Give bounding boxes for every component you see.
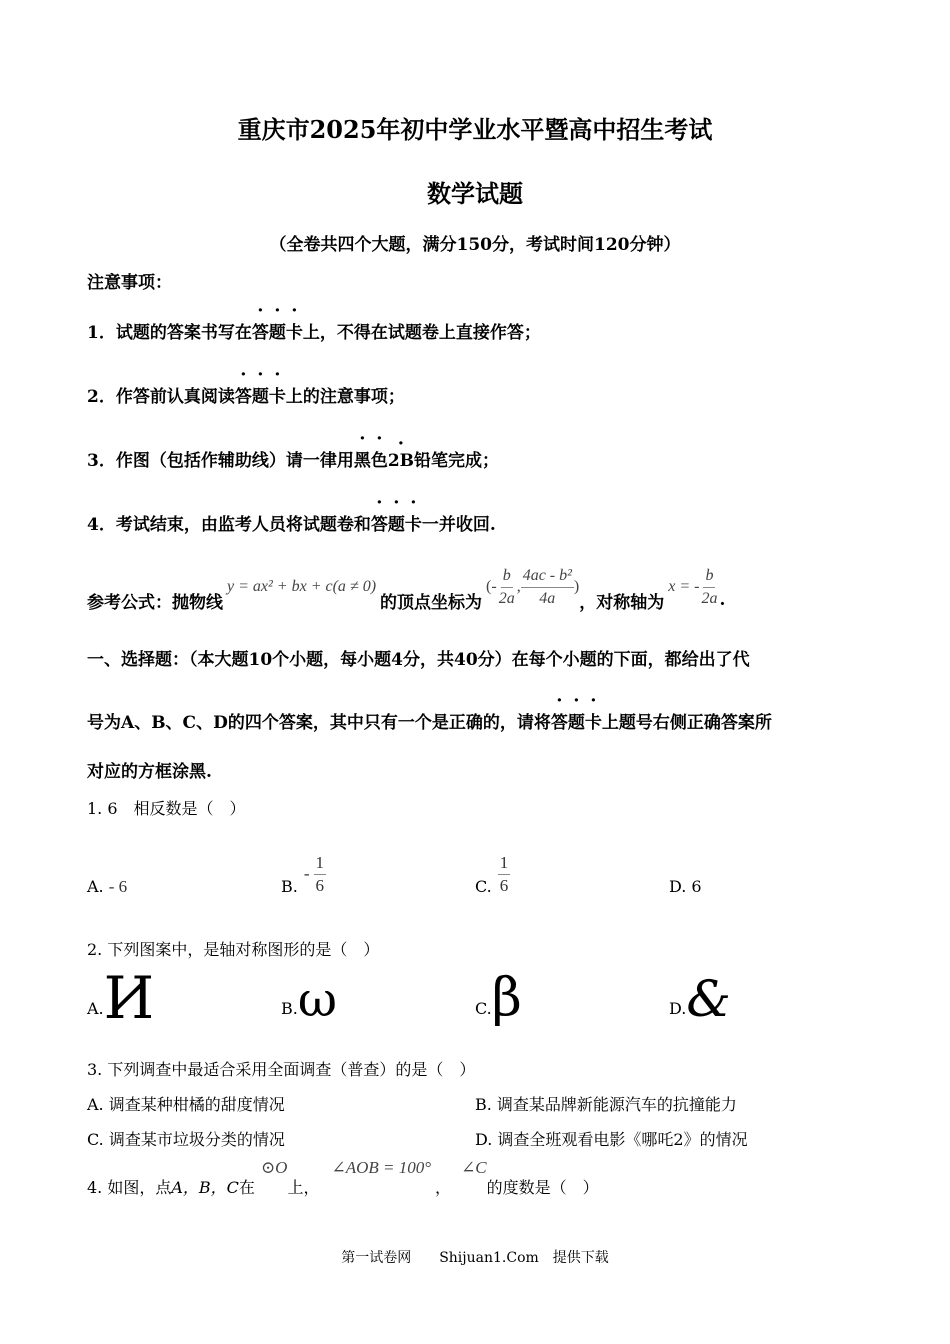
q2-option-c xyxy=(475,968,522,1028)
q2-d-label: D. xyxy=(669,999,687,1018)
note-item-3 xyxy=(87,446,499,471)
q4-angle-aob: ∠AOB = 100° xyxy=(331,1158,432,1177)
emphasis-char: 答 xyxy=(370,515,388,535)
q2-option-a xyxy=(87,964,155,1032)
axis-lhs: x = - xyxy=(668,578,700,595)
section1-line1: 一、选择题：（本大题10个小题，每小题4分，共40分）在每个小题的下面，都给出了代 xyxy=(87,650,750,670)
axis-fraction xyxy=(699,565,719,610)
q1-c-numerator: 1 xyxy=(498,852,511,875)
q4-stem-on: 上， xyxy=(287,1178,320,1197)
q1-stem: 1. 6 相反数是（ ） xyxy=(87,799,246,818)
vertex-x-denominator: 2a xyxy=(498,589,515,607)
note-4-pre: 4．考试结束，由监考人员将试题卷和 xyxy=(87,515,371,535)
q4-circle: ⊙O xyxy=(260,1158,288,1177)
emphasis-char: 题 xyxy=(268,323,286,343)
q2-c-label: C. xyxy=(475,999,492,1018)
exam-info: （全卷共四个大题，满分150分，考试时间120分钟） xyxy=(269,235,681,255)
q1-a-value: - 6 xyxy=(108,877,128,896)
emphasis-char: 题 xyxy=(251,387,269,407)
vertex-open: (- xyxy=(486,578,497,595)
q1-b-numerator: 1 xyxy=(314,852,327,875)
q1-option-d: D. 6 xyxy=(669,877,702,896)
q1-a-label: A. xyxy=(87,877,104,896)
note-1-pre: 1．试题的答案书写在 xyxy=(87,323,252,343)
emphasis-char: 答 xyxy=(550,713,568,733)
q4-stem xyxy=(87,1158,599,1198)
q1-b-label: B. xyxy=(281,876,298,896)
q2-stem: 2. 下列图案中，是轴对称图形的是（ ） xyxy=(87,940,380,959)
q4-stem-in: 在 xyxy=(238,1178,255,1197)
note-2-post: 上的注意事项； xyxy=(285,387,405,407)
q1-option-a xyxy=(87,877,127,897)
emphasis-char: 题 xyxy=(387,515,405,535)
axis-numerator: b xyxy=(703,565,715,588)
section1-line3: 对应的方框涂黑. xyxy=(87,762,212,782)
emphasis-char: · 2B xyxy=(388,451,414,471)
note-item-4 xyxy=(87,510,496,535)
emphasis-char: 卡 xyxy=(268,387,286,407)
q1-c-fraction xyxy=(498,852,511,897)
axis-end: . xyxy=(719,590,726,610)
note-4-post: 一并收回. xyxy=(421,515,496,535)
subject-title: 数学试题 xyxy=(427,179,523,208)
q2-a-label: A. xyxy=(87,999,104,1018)
note-1-post: 上，不得在试题卷上直接作答； xyxy=(302,323,541,343)
q2-b-label: B. xyxy=(281,999,298,1018)
note-item-1 xyxy=(87,318,541,343)
vertex-x-numerator: b xyxy=(501,565,513,588)
q4-angle-c: ∠C xyxy=(461,1158,487,1177)
note-3-pre: 3．作图（包括作辅助线）请一律用 xyxy=(87,451,354,471)
formula-label: 参考公式：抛物线 xyxy=(87,592,223,613)
emphasis-char: 卡 xyxy=(404,515,422,535)
q4-points: A，B，C xyxy=(171,1178,239,1197)
q4-stem-post: 的度数是（ ） xyxy=(486,1178,599,1197)
vertex-close: ) xyxy=(573,578,580,595)
emphasis-char: 色 xyxy=(370,451,388,471)
parabola-equation: y = ax² + bx + c(a ≠ 0) xyxy=(227,578,377,595)
emphasis-char: 答 xyxy=(234,387,252,407)
q1-c-label: C. xyxy=(475,876,492,896)
axis-denominator: 2a xyxy=(701,589,718,607)
vertex-y-numerator: 4ac - b² xyxy=(521,565,574,588)
page-footer: 第一试卷网 Shijuan1.Com 提供下载 xyxy=(341,1250,609,1266)
section1-line2 xyxy=(87,708,772,733)
reference-formula xyxy=(87,562,725,612)
section1-line2-post: 上题号右侧正确答案所 xyxy=(601,713,772,733)
emphasis-char: 黑 xyxy=(353,451,371,471)
q3-option-d: D. 调查全班观看电影《哪吒2》的情况 xyxy=(475,1130,748,1149)
q4-stem-pre: 4. 如图，点 xyxy=(87,1178,172,1197)
vertex-y-denominator: 4a xyxy=(539,589,556,607)
q2-b-glyph: ω xyxy=(297,972,337,1028)
q1-option-c xyxy=(475,850,510,898)
section1-line2-pre: 号为A、B、C、D的四个答案，其中只有一个是正确的，请将 xyxy=(87,713,551,733)
vertex-label: 的顶点坐标为 xyxy=(380,592,483,613)
q2-option-d xyxy=(669,968,731,1028)
q3-option-a: A. 调查某种柑橘的甜度情况 xyxy=(87,1095,285,1114)
q1-b-denominator: 6 xyxy=(315,875,325,895)
emphasis-char: 卡 xyxy=(584,713,602,733)
q2-a-glyph: И xyxy=(103,964,155,1032)
emphasis-char: 卡 xyxy=(285,323,303,343)
note-3-post: 铅笔完成； xyxy=(414,451,500,471)
emphasis-char: 答 xyxy=(251,323,269,343)
notes-heading: 注意事项： xyxy=(87,273,172,293)
note-2-pre: 2．作答前认真阅读 xyxy=(87,387,235,407)
q1-option-b xyxy=(281,850,326,898)
q4-comma: ， xyxy=(435,1178,452,1197)
emphasis-char: 题 xyxy=(567,713,585,733)
axis-label: ，对称轴为 xyxy=(579,592,665,613)
q1-b-sign: - xyxy=(303,864,310,883)
q1-b-fraction xyxy=(314,852,327,897)
q2-option-b xyxy=(281,968,337,1028)
vertex-x-fraction xyxy=(497,565,517,610)
q3-option-c: C. 调查某市垃圾分类的情况 xyxy=(87,1130,285,1149)
q3-option-b: B. 调查某品牌新能源汽车的抗撞能力 xyxy=(475,1095,737,1114)
q2-c-glyph: β xyxy=(491,968,522,1028)
q1-c-denominator: 6 xyxy=(499,875,509,895)
note-item-2 xyxy=(87,382,405,407)
exam-title: 重庆市2025年初中学业水平暨高中招生考试 xyxy=(237,115,713,144)
q2-d-glyph: & xyxy=(686,970,731,1028)
q3-stem: 3. 下列调查中最适合采用全面调查（普查）的是（ ） xyxy=(87,1060,476,1079)
vertex-sep: , xyxy=(516,578,521,595)
vertex-y-fraction xyxy=(521,565,574,610)
